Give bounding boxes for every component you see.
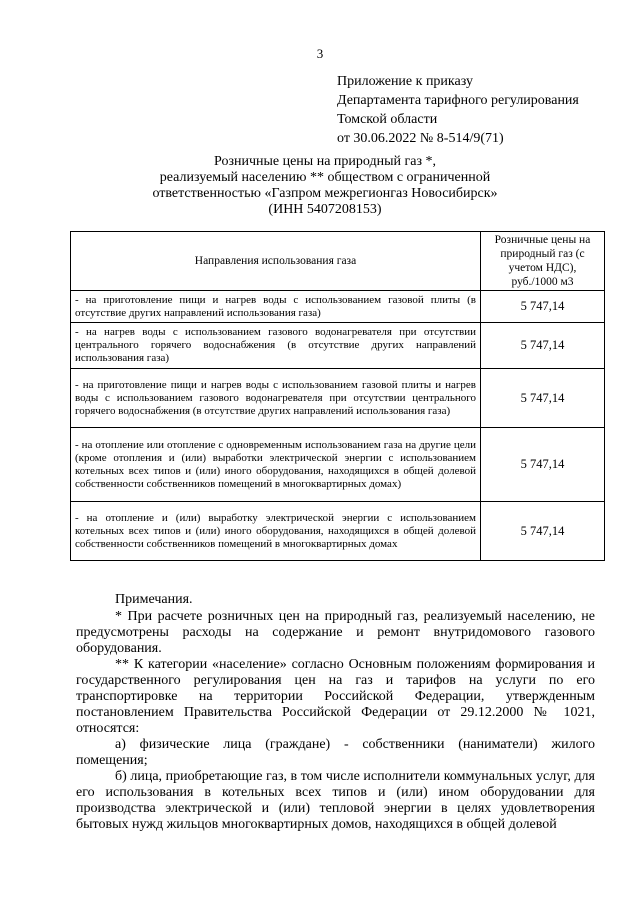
document-title bbox=[0, 154, 640, 218]
price-cell: 5 747,14 bbox=[481, 323, 605, 369]
direction-cell: - на отопление или отопление с одновременным использованием газа на другие цели (кроме отопления и (или) выработки электрической энергии с использованием котельных всех типов и (или) иного оборудования, находящихся в общей долевой собственности собственников помещений в многоквартирных домах) bbox=[71, 428, 481, 502]
table-row bbox=[71, 369, 605, 428]
title-line: (ИНН 5407208153) bbox=[268, 202, 382, 217]
price-cell: 5 747,14 bbox=[481, 369, 605, 428]
appendix-line: Департамента тарифного регулирования bbox=[337, 93, 579, 108]
note-item: б) лица, приобретающие газ, в том числе исполнители коммунальных услуг, для его использования в котельных всех типов и (или) ином оборудовании для производства электрической и (или) тепловой энергии в целях удовлетворения бытовых нужд жильцов многоквартирных домов, находящихся в общей долевой bbox=[76, 769, 595, 832]
header-direction: Направления использования газа bbox=[71, 232, 481, 291]
direction-cell: - на отопление и (или) выработку электрической энергии с использованием котельных всех типов и (или) иного оборудования, находящихся в общей долевой собственности собственников помещений в многоквартирных домах bbox=[71, 502, 481, 561]
price-cell: 5 747,14 bbox=[481, 291, 605, 323]
direction-cell: - на нагрев воды с использованием газового водонагревателя при отсутствии центрального горячего водоснабжения (в отсутствие других направлений использования газа) bbox=[71, 323, 481, 369]
appendix-block bbox=[337, 72, 579, 148]
notes-heading: Примечания. bbox=[115, 592, 193, 607]
note-paragraph: * При расчете розничных цен на природный газ, реализуемый населению, не предусмотрены расходы на содержание и ремонт внутридомового газового оборудования. bbox=[76, 609, 595, 656]
table-row bbox=[71, 323, 605, 369]
appendix-line: Приложение к приказу bbox=[337, 74, 473, 89]
price-table bbox=[70, 231, 605, 561]
notes-section bbox=[76, 592, 595, 833]
table-row bbox=[71, 502, 605, 561]
title-line: реализуемый населению ** обществом с ограниченной bbox=[159, 170, 491, 185]
direction-cell: - на приготовление пищи и нагрев воды с использованием газовой плиты и нагрев воды с использованием газового водонагревателя при отсутствии центрального горячего водоснабжения (в отсутствие других направлений использования газа) bbox=[71, 369, 481, 428]
price-cell: 5 747,14 bbox=[481, 428, 605, 502]
header-price: Розничные цены на природный газ (с учетом НДС), руб./1000 м3 bbox=[481, 232, 605, 291]
table-row bbox=[71, 291, 605, 323]
note-paragraph: ** К категории «население» согласно Основным положениям формирования и государственного регулирования цен на газ и тарифов на услуги по его транспортировке на территории Российской Федерации, утвержденным постановлением Правительства Российской Федерации от 29.12.2000 № 1021, относятся: bbox=[76, 657, 595, 736]
appendix-line: Томской области bbox=[337, 112, 438, 127]
table-row bbox=[71, 428, 605, 502]
price-cell: 5 747,14 bbox=[481, 502, 605, 561]
page-number: 3 bbox=[316, 46, 324, 61]
note-item: а) физические лица (граждане) - собственники (наниматели) жилого помещения; bbox=[76, 737, 595, 768]
title-line: Розничные цены на природный газ *, bbox=[214, 154, 436, 169]
table-header-row bbox=[71, 232, 605, 291]
title-line: ответственностью «Газпром межрегионгаз Новосибирск» bbox=[152, 186, 498, 201]
appendix-line: от 30.06.2022 № 8-514/9(71) bbox=[337, 131, 504, 146]
direction-cell: - на приготовление пищи и нагрев воды с использованием газовой плиты (в отсутствие других направлений использования газа) bbox=[71, 291, 481, 323]
